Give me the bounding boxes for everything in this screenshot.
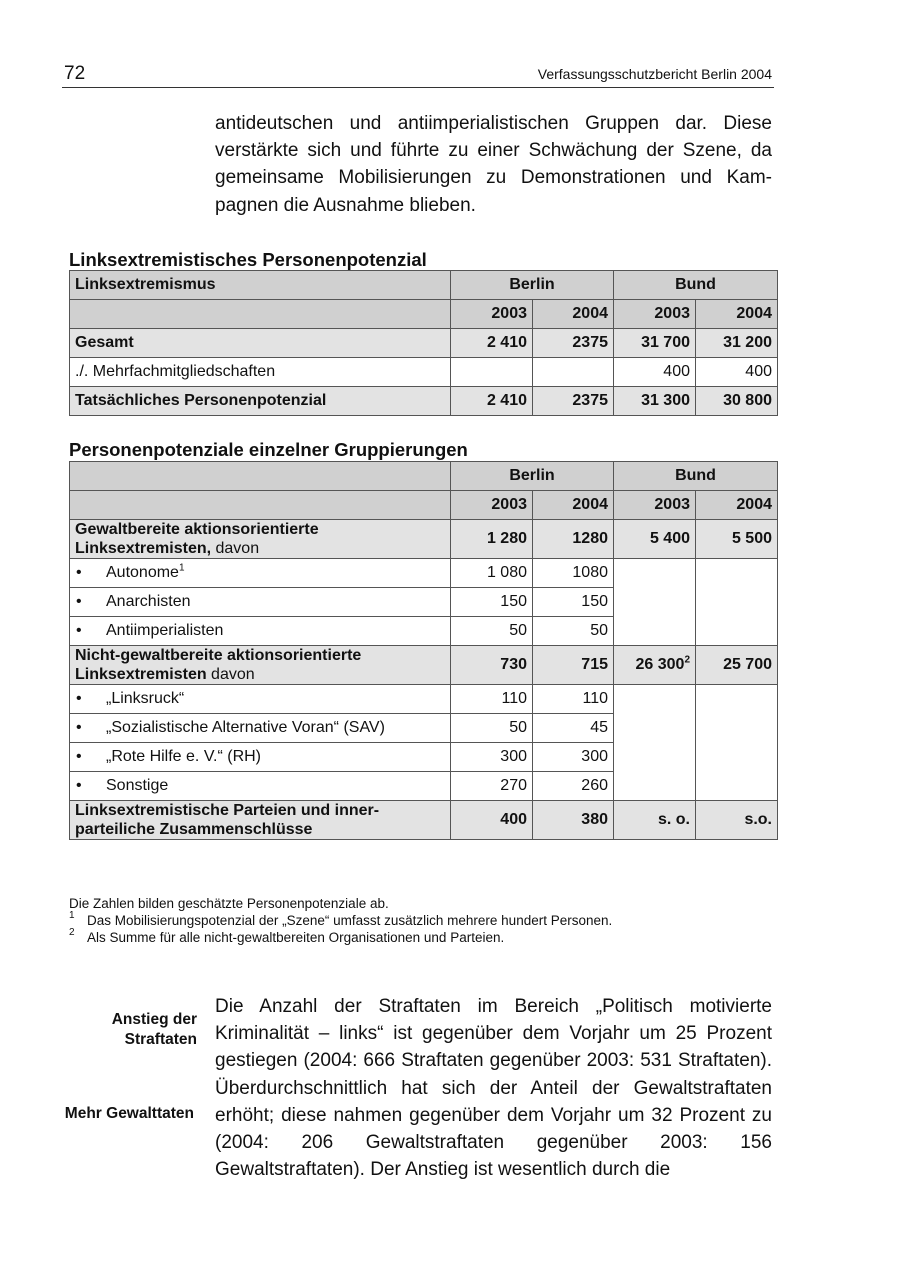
item-text: Antiimperialisten xyxy=(106,622,224,639)
value-cell: 1 080 xyxy=(451,559,533,588)
value-cell: 5 500 xyxy=(696,520,778,559)
footnote xyxy=(69,912,769,929)
footnote-text: Als Summe für alle nicht-gewaltbereiten Organisationen und Parteien. xyxy=(87,930,505,945)
header-rule xyxy=(62,87,774,88)
value-cell: 5 400 xyxy=(614,520,696,559)
bullet-icon: • xyxy=(76,777,82,794)
group-row xyxy=(70,520,778,559)
empty-cell xyxy=(70,300,451,329)
running-title: Verfassungsschutzbericht Berlin 2004 xyxy=(537,66,772,82)
footnote xyxy=(69,929,769,946)
table2-heading: Personenpotenziale einzelner Gruppierungen xyxy=(69,439,468,460)
gruppierungen-table xyxy=(69,461,778,840)
margin-note-line1: Anstieg der xyxy=(111,1011,197,1028)
table-row xyxy=(70,685,778,714)
closing-paragraph: Die Anzahl der Straftaten im Bereich „Politisch motivierte Kriminalität – links“ ist gegenüber dem Vorjahr um 25 Prozent gestiegen (2004: 666 Straftaten gegenüber 2003: 531 Straftaten). Überdurchschnittlich hat sich der Anteil der Gewaltstraftaten erhöht; diese nahmen gegenüber dem Vorjahr um 32 Prozent zu (2004: 206 Gewaltstraftaten gegenüber 2003: 156 Gewaltstraftaten). Der Anstieg ist wesentlich durch die xyxy=(215,996,772,1181)
table-row xyxy=(70,559,778,588)
item-label xyxy=(70,743,451,772)
group-label xyxy=(70,520,451,559)
group-label-bold: Linksextremisten, xyxy=(75,540,212,557)
table-header-row xyxy=(70,462,778,491)
row-label: Tatsächliches Personenpotenzial xyxy=(70,387,451,416)
value-cell: 2 410 xyxy=(451,329,533,358)
group-label xyxy=(70,646,451,685)
bullet-icon: • xyxy=(76,719,82,736)
table-year-row xyxy=(70,300,778,329)
bullet-icon: • xyxy=(76,690,82,707)
year-cell: 2003 xyxy=(614,491,696,520)
group-label-line1: Gewaltbereite aktionsorientierte xyxy=(75,521,319,538)
value-cell: s.o. xyxy=(696,801,778,840)
value-cell: 50 xyxy=(451,714,533,743)
bullet-icon: • xyxy=(76,622,82,639)
margin-note-anstieg xyxy=(112,1010,197,1050)
value-text: 26 300 xyxy=(635,656,685,673)
value-cell: 400 xyxy=(614,358,696,387)
group-label-rest: davon xyxy=(211,540,260,557)
value-cell: 730 xyxy=(451,646,533,685)
value-cell: 150 xyxy=(533,588,614,617)
item-label xyxy=(70,685,451,714)
group-label-line1: Linksextremistische Parteien und inner- xyxy=(75,802,380,819)
value-cell: 380 xyxy=(533,801,614,840)
group-label-rest: davon xyxy=(206,666,255,683)
value-cell: 45 xyxy=(533,714,614,743)
value-cell: 1080 xyxy=(533,559,614,588)
value-cell: 2375 xyxy=(533,387,614,416)
value-cell: 2375 xyxy=(533,329,614,358)
page-number: 72 xyxy=(64,63,86,84)
row-label: Gesamt xyxy=(70,329,451,358)
table-notes xyxy=(69,895,769,946)
group-bund: Bund xyxy=(614,462,778,491)
table-row xyxy=(70,358,778,387)
table-row xyxy=(70,387,778,416)
empty-merged-cell xyxy=(696,685,778,801)
value-cell: 270 xyxy=(451,772,533,801)
table1-heading: Linksextremistisches Personenpotenzial xyxy=(69,249,427,270)
value-cell: 50 xyxy=(451,617,533,646)
group-row xyxy=(70,801,778,840)
row-label: ./. Mehrfachmitgliedschaften xyxy=(70,358,451,387)
item-text: Sonstige xyxy=(106,777,169,794)
value-cell: 31 300 xyxy=(614,387,696,416)
value-cell: 110 xyxy=(451,685,533,714)
value-cell: 400 xyxy=(696,358,778,387)
item-text: „Rote Hilfe e. V.“ (RH) xyxy=(106,748,261,765)
footnote-ref: 2 xyxy=(684,654,690,666)
empty-merged-cell xyxy=(696,559,778,646)
group-row xyxy=(70,646,778,685)
year-cell: 2004 xyxy=(696,491,778,520)
value-cell: 300 xyxy=(533,743,614,772)
intro-paragraph: antideutschen und antiimperialistischen Gruppen dar. Diese verstärkte sich und führte zu einer Schwächung der Szene, da gemeinsame Mobilisierungen zu Demonstrationen und Kampagnen die Ausnahme blieben. xyxy=(215,113,772,216)
value-cell: 25 700 xyxy=(696,646,778,685)
group-label-line2: parteiliche Zusammenschlüsse xyxy=(75,821,313,838)
value-cell: 260 xyxy=(533,772,614,801)
table-row xyxy=(70,329,778,358)
year-cell: 2004 xyxy=(533,300,614,329)
value-cell: 30 800 xyxy=(696,387,778,416)
footnote-mark: 1 xyxy=(69,910,75,921)
value-cell: 1 280 xyxy=(451,520,533,559)
notes-intro: Die Zahlen bilden geschätzte Personenpotenziale ab. xyxy=(69,896,389,911)
year-cell: 2003 xyxy=(451,300,533,329)
value-cell: 150 xyxy=(451,588,533,617)
bullet-icon: • xyxy=(76,748,82,765)
table-header-row xyxy=(70,271,778,300)
value-cell: 31 700 xyxy=(614,329,696,358)
item-label xyxy=(70,617,451,646)
value-cell: 50 xyxy=(533,617,614,646)
value-cell xyxy=(614,646,696,685)
footnote-text: Das Mobilisierungspotenzial der „Szene“ umfasst zusätzlich mehrere hundert Personen. xyxy=(87,913,613,928)
item-label xyxy=(70,588,451,617)
item-label xyxy=(70,772,451,801)
value-cell xyxy=(533,358,614,387)
personenpotenzial-table xyxy=(69,270,778,416)
footnote-ref: 1 xyxy=(178,562,185,574)
value-cell: 110 xyxy=(533,685,614,714)
group-label-bold: Linksextremisten xyxy=(75,666,207,683)
item-text: Autonome xyxy=(106,564,179,581)
table-year-row xyxy=(70,491,778,520)
year-cell: 2003 xyxy=(451,491,533,520)
group-bund: Bund xyxy=(614,271,778,300)
value-cell: 2 410 xyxy=(451,387,533,416)
empty-cell xyxy=(70,462,451,491)
item-label xyxy=(70,559,451,588)
value-cell: 715 xyxy=(533,646,614,685)
year-cell: 2004 xyxy=(696,300,778,329)
column-label: Linksextremismus xyxy=(70,271,451,300)
margin-note-gewalttaten: Mehr Gewalttaten xyxy=(64,1105,194,1122)
value-cell: 400 xyxy=(451,801,533,840)
group-berlin: Berlin xyxy=(451,462,614,491)
year-cell: 2004 xyxy=(533,491,614,520)
bullet-icon: • xyxy=(76,593,82,610)
empty-merged-cell xyxy=(614,685,696,801)
year-cell: 2003 xyxy=(614,300,696,329)
empty-merged-cell xyxy=(614,559,696,646)
value-cell: 300 xyxy=(451,743,533,772)
value-cell: 31 200 xyxy=(696,329,778,358)
item-text: „Sozialistische Alternative Voran“ (SAV) xyxy=(106,719,385,736)
value-cell: s. o. xyxy=(614,801,696,840)
item-text: „Linksruck“ xyxy=(106,690,185,707)
value-cell: 1280 xyxy=(533,520,614,559)
group-label-line1: Nicht-gewaltbereite aktionsorientierte xyxy=(75,647,362,664)
footnote-mark: 2 xyxy=(69,927,75,938)
group-label xyxy=(70,801,451,840)
group-berlin: Berlin xyxy=(451,271,614,300)
empty-cell xyxy=(70,491,451,520)
value-cell xyxy=(451,358,533,387)
item-label xyxy=(70,714,451,743)
bullet-icon: • xyxy=(76,564,82,581)
item-text: Anarchisten xyxy=(106,593,191,610)
margin-note-line2: Straftaten xyxy=(124,1031,197,1048)
